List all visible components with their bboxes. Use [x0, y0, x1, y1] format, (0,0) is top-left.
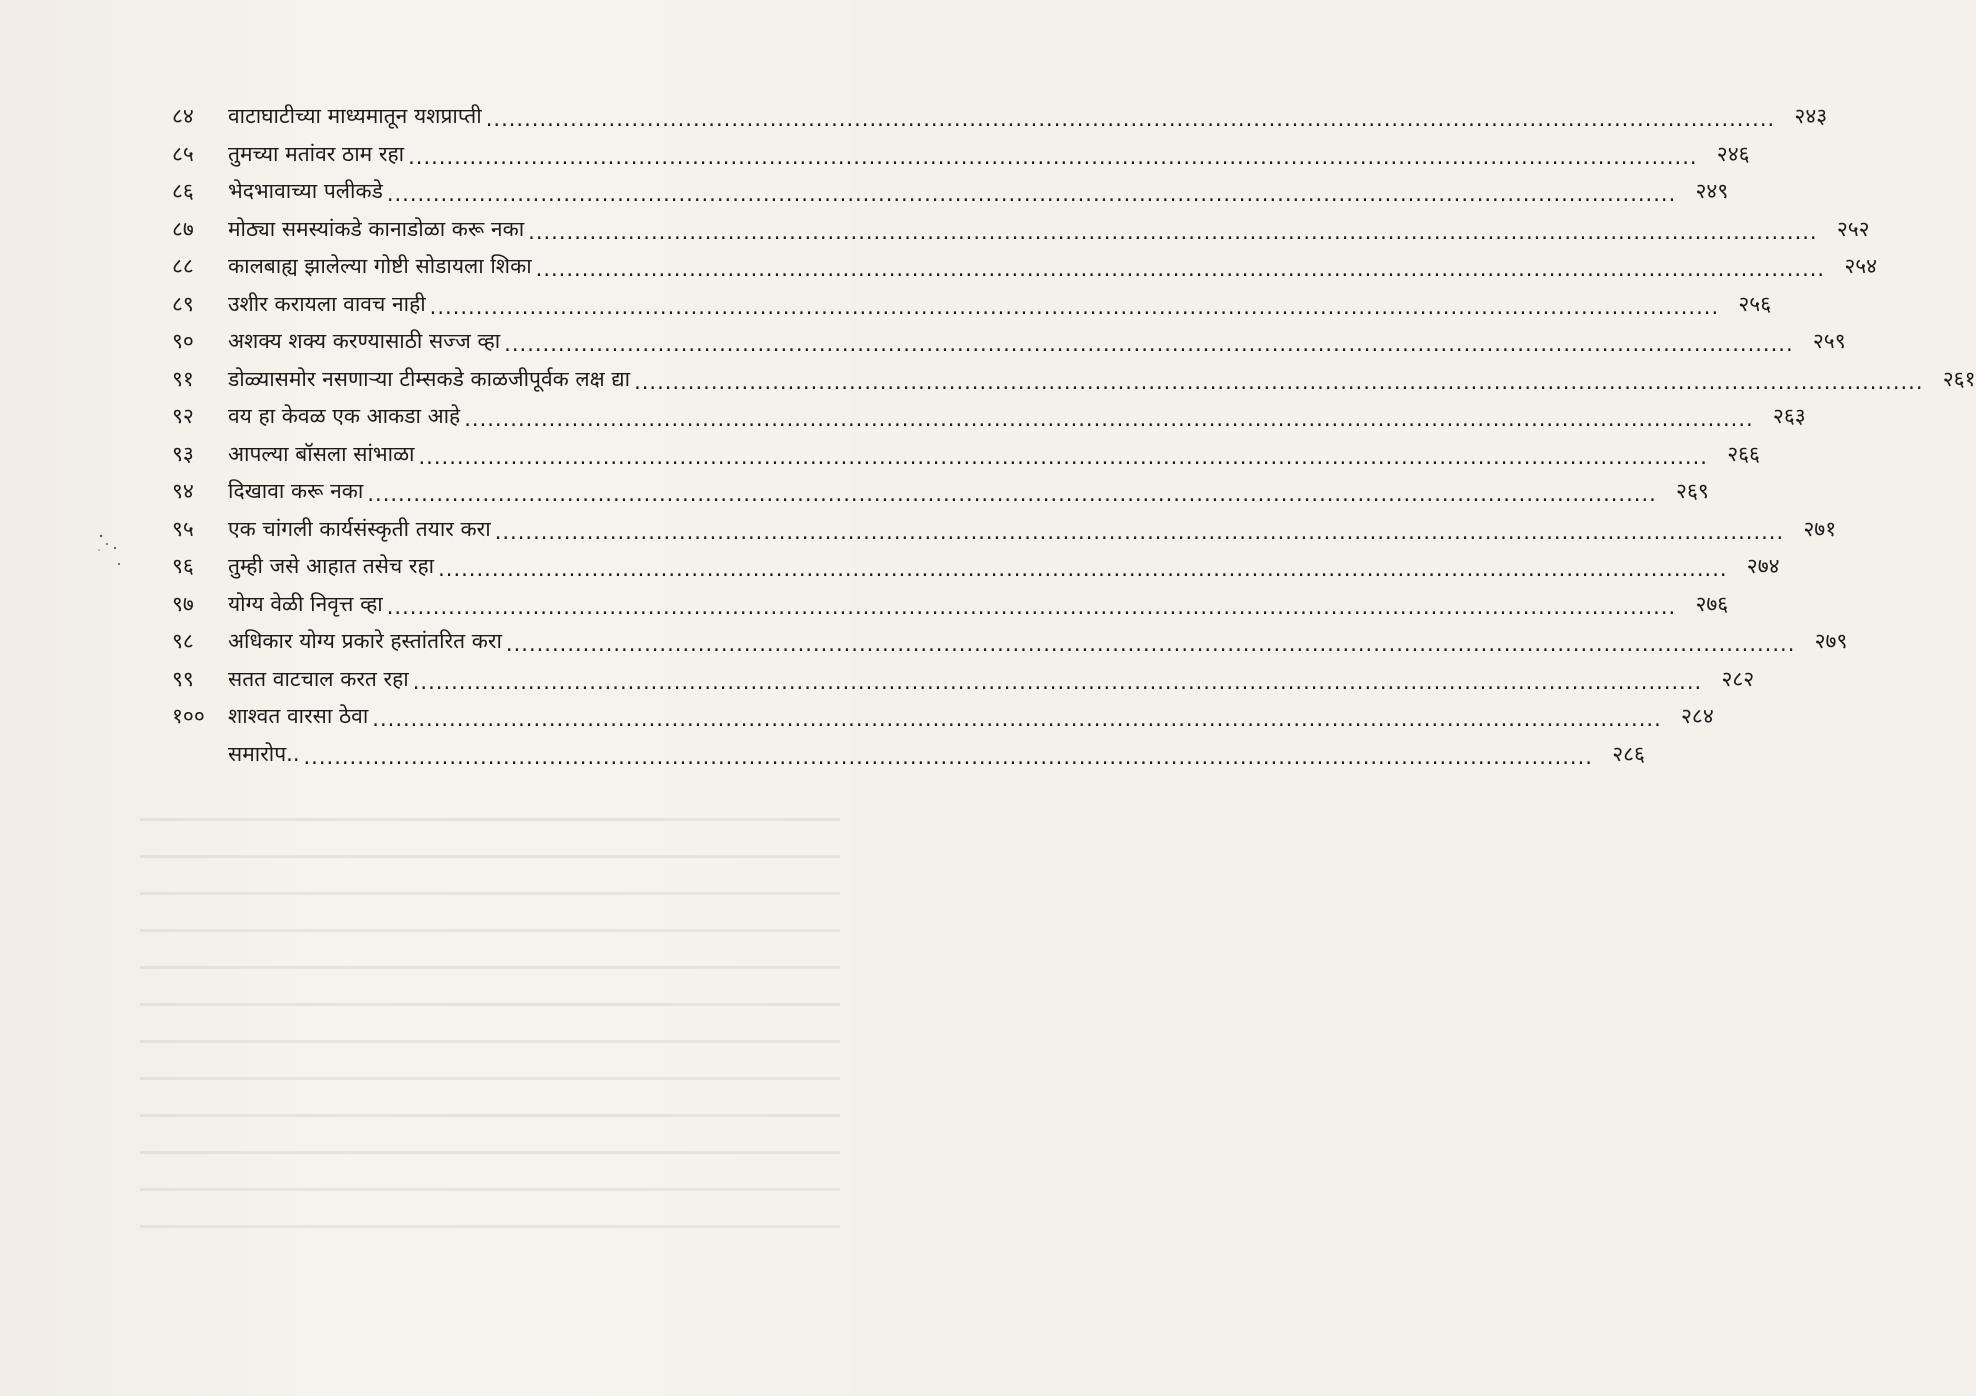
toc-entry-page-number: २४३ [1794, 104, 1828, 129]
dot-leader [372, 709, 1661, 730]
toc-entry-page-number: २५९ [1812, 329, 1846, 354]
dot-leader [367, 484, 1656, 505]
toc-entry-number: ८४ [172, 104, 194, 129]
toc-entry-number: ८६ [172, 179, 194, 204]
toc-entry-title: डोळ्यासमोर नसणाऱ्या टीम्सकडे काळजीपूर्वक लक्ष द्या [228, 366, 631, 391]
toc-entry-title: शाश्वत वारसा ठेवा [228, 704, 369, 729]
toc-entry-number: १०० [172, 704, 205, 729]
toc-entry-title: अधिकार योग्य प्रकारे हस्तांतरित करा [228, 629, 502, 654]
toc-entry [172, 248, 1878, 286]
toc-entry-number: ८५ [172, 141, 194, 166]
dot-leader [387, 597, 1676, 618]
dot-leader [634, 372, 1923, 393]
toc-entry-page-number: २४९ [1695, 179, 1729, 204]
toc-entry-title: कालबाह्य झालेल्या गोष्टी सोडायला शिका [228, 254, 532, 279]
toc-entry-title: भेदभावाच्या पलीकडे [228, 179, 383, 204]
toc-entry-title: उशीर करायला वावच नाही [228, 291, 426, 316]
toc-entry [172, 211, 1870, 249]
toc-entry-number: ९९ [172, 666, 194, 691]
toc-entry-title: वाटाघाटीच्या माध्यमातून यशप्राप्ती [228, 104, 482, 129]
toc-entry-number: ८९ [172, 291, 194, 316]
toc-entry-number: ९० [172, 329, 194, 354]
toc-entry-title: तुमच्या मतांवर ठाम रहा [228, 141, 405, 166]
toc-entry-title: सतत वाटचाल करत रहा [228, 666, 409, 691]
dot-leader [536, 259, 1825, 280]
dot-leader [486, 109, 1775, 130]
dot-leader [430, 297, 1719, 318]
dot-leader [528, 222, 1817, 243]
toc-entry-page-number: २७४ [1746, 554, 1780, 579]
dot-leader [438, 559, 1727, 580]
toc-entry [172, 361, 1976, 399]
paper-speck-marks [95, 530, 125, 570]
toc-entry [172, 661, 1755, 699]
toc-entry-title: मोठ्या समस्यांकडे कानाडोळा करू नका [228, 216, 525, 241]
toc-entry-number: ९७ [172, 591, 194, 616]
toc-entry-page-number: २७६ [1695, 591, 1729, 616]
toc-entry [172, 136, 1750, 174]
toc-entry-number: ८८ [172, 254, 194, 279]
toc-entry [172, 548, 1780, 586]
toc-entry-number: ९५ [172, 516, 194, 541]
toc-entry [172, 736, 1645, 774]
show-through-texture [140, 790, 840, 1260]
toc-entry-number: ९१ [172, 366, 194, 391]
toc-entry [172, 473, 1709, 511]
toc-entry-title: वय हा केवळ एक आकडा आहे [228, 404, 461, 429]
toc-entry-number: ९४ [172, 479, 194, 504]
toc-entry-page-number: २६९ [1676, 479, 1709, 504]
toc-entry-title: योग्य वेळी निवृत्त व्हा [228, 591, 383, 616]
toc-entry [172, 398, 1806, 436]
dot-leader [464, 409, 1753, 430]
toc-entry-page-number: २६१ [1942, 366, 1976, 391]
toc-entry-page-number: २७१ [1803, 516, 1837, 541]
toc-entry-number: ९६ [172, 554, 194, 579]
toc-entry [172, 436, 1760, 474]
toc-entry-title: तुम्ही जसे आहात तसेच रहा [228, 554, 435, 579]
toc-entry [172, 511, 1837, 549]
dot-leader [413, 672, 1702, 693]
dot-leader [387, 184, 1676, 205]
dot-leader [506, 634, 1795, 655]
toc-entry-page-number: २८४ [1680, 704, 1714, 729]
dot-leader [408, 147, 1697, 168]
toc-entry-number: ८७ [172, 216, 194, 241]
toc-entry-page-number: २५६ [1738, 291, 1772, 316]
toc-entry-title: एक चांगली कार्यसंस्कृती तयार करा [228, 516, 491, 541]
toc-entry-page-number: २८६ [1612, 741, 1645, 766]
dot-leader [304, 747, 1593, 768]
toc-entry [172, 698, 1714, 736]
toc-entry-number: ९३ [172, 441, 194, 466]
toc-entry-page-number: २५४ [1844, 254, 1878, 279]
table-of-contents [172, 98, 1976, 773]
toc-entry-page-number: २६६ [1727, 441, 1760, 466]
toc-entry-page-number: २८२ [1721, 666, 1755, 691]
toc-entry-number: ९२ [172, 404, 194, 429]
toc-entry-title: दिखावा करू नका [228, 479, 364, 504]
toc-entry-page-number: २७९ [1814, 629, 1848, 654]
toc-entry [172, 323, 1846, 361]
toc-entry-title: समारोप.. [228, 741, 300, 766]
toc-entry-number: ९८ [172, 629, 194, 654]
toc-entry [172, 173, 1729, 211]
toc-entry [172, 586, 1729, 624]
toc-entry-title: आपल्या बॉसला सांभाळा [228, 441, 415, 466]
toc-entry [172, 286, 1772, 324]
toc-entry-title: अशक्य शक्य करण्यासाठी सज्ज व्हा [228, 329, 501, 354]
dot-leader [495, 522, 1784, 543]
toc-entry-page-number: २५२ [1836, 216, 1870, 241]
toc-entry [172, 623, 1848, 661]
dot-leader [504, 334, 1793, 355]
toc-entry [172, 98, 1828, 136]
toc-entry-page-number: २६३ [1772, 404, 1806, 429]
toc-entry-page-number: २४६ [1716, 141, 1750, 166]
dot-leader [419, 447, 1708, 468]
